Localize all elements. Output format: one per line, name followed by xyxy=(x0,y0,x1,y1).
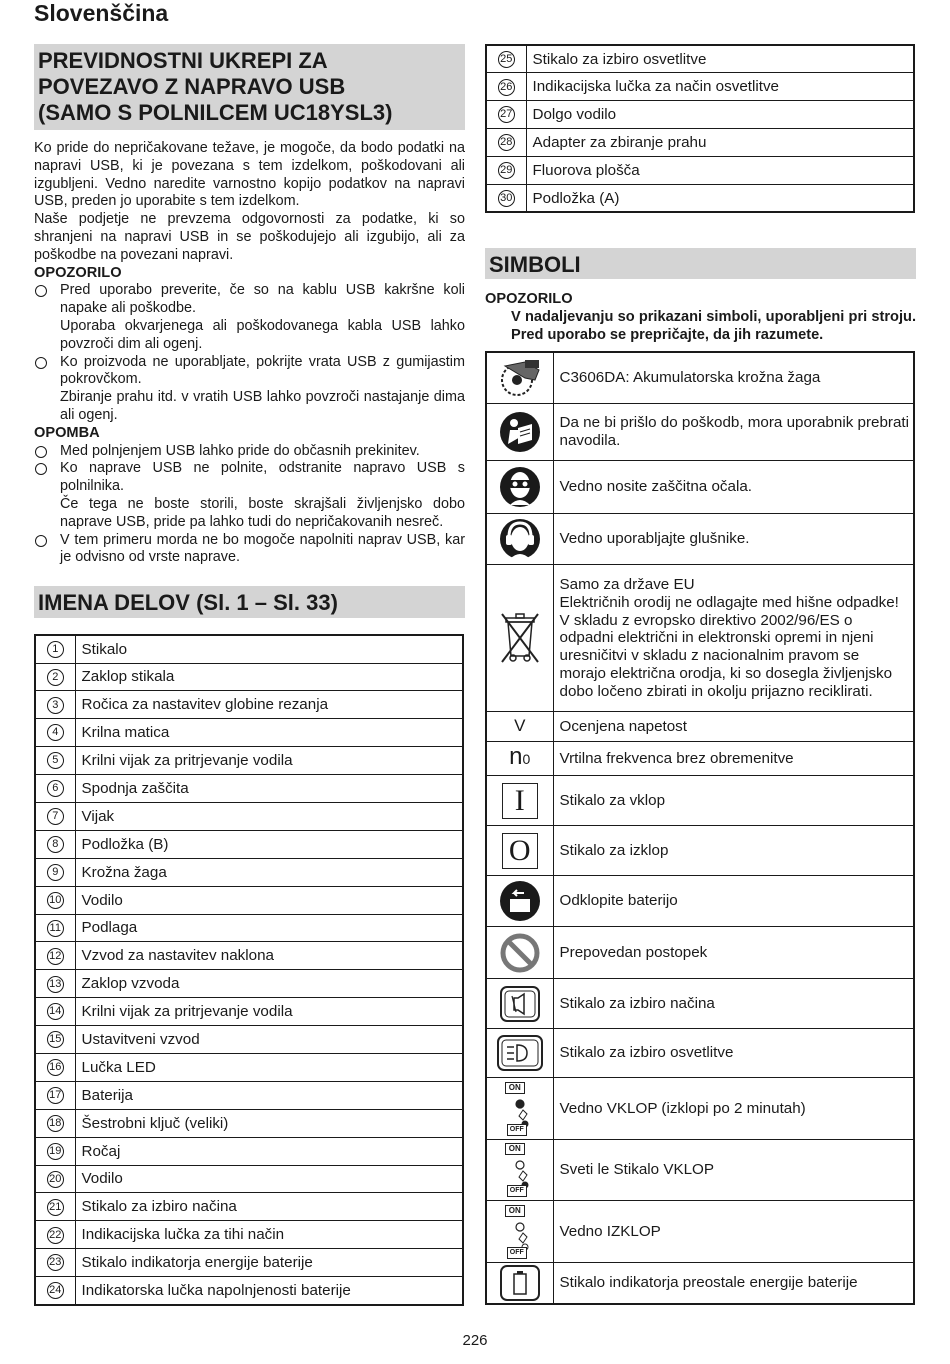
circle-bullet-icon xyxy=(35,285,47,297)
symbol-icon-cell xyxy=(486,404,553,461)
circle-bullet-icon xyxy=(35,463,47,475)
symbol-icon-cell xyxy=(486,1078,553,1140)
part-number-cell xyxy=(486,157,526,185)
bullet-text: Ko proizvoda ne uporabljate, pokrijte vrata USB z gumijastim pokrovčkom. xyxy=(60,353,465,388)
part-number-cell xyxy=(35,1081,75,1109)
part-row xyxy=(486,73,914,101)
part-name: Vijak xyxy=(75,802,463,830)
part-name: Krilna matica xyxy=(75,719,463,747)
symbol-text-line: Stikalo za vklop xyxy=(559,791,666,809)
bullet-text: Pred uporabo preverite, če so na kablu USB kakršne koli napake ali poškodbe. xyxy=(60,282,465,317)
light-selector-icon xyxy=(487,1033,553,1073)
part-number: 9 xyxy=(47,864,64,881)
symbol-icon-cell xyxy=(486,876,553,927)
symbol-description xyxy=(553,565,914,712)
switch-off-icon xyxy=(487,833,553,869)
part-row xyxy=(35,802,463,830)
speed-subscript: 0 xyxy=(522,751,531,768)
usb-note-label: OPOMBA xyxy=(34,424,100,441)
on-label: ON xyxy=(508,1082,521,1092)
symbol-row xyxy=(486,742,914,776)
symbol-description xyxy=(553,1029,914,1078)
on-label: ON xyxy=(508,1144,521,1154)
part-name: Dolgo vodilo xyxy=(526,101,914,129)
part-row xyxy=(486,184,914,212)
part-name: Vodilo xyxy=(75,886,463,914)
part-number-cell xyxy=(486,184,526,212)
symbol-icon-cell xyxy=(486,979,553,1029)
part-number: 3 xyxy=(47,697,64,714)
part-number-cell xyxy=(35,942,75,970)
part-row xyxy=(35,1221,463,1249)
part-row xyxy=(35,1137,463,1165)
symbol-icon-cell xyxy=(486,1263,553,1305)
bullet-text: Zbiranje prahu itd. v vratih USB lahko povzroči nastajanje dima ali ogenj. xyxy=(60,389,465,423)
bullet-text: Uporaba okvarjenega ali poškodovanega kabla USB lahko povzroči dim ali ogenj. xyxy=(60,317,465,352)
part-row xyxy=(486,129,914,157)
part-number-cell xyxy=(486,129,526,157)
part-number: 16 xyxy=(47,1059,64,1076)
bullet-text: Med polnjenjem USB lahko pride do občasnih prekinitev. xyxy=(60,442,420,459)
part-number-cell xyxy=(35,1277,75,1305)
symbols-table xyxy=(485,351,915,1306)
part-name: Ročica za nastavitev globine rezanja xyxy=(75,691,463,719)
off-label: OFF xyxy=(509,1248,524,1256)
part-row xyxy=(35,719,463,747)
circle-bullet-icon xyxy=(35,446,47,458)
symbol-row xyxy=(486,826,914,876)
symbol-row xyxy=(486,404,914,461)
usb-intro-paragraph: Ko pride do nepričakovane težave, je mogoče, da bodo podatki na napravi USB, ki je povezana s tem izdelkom, poškodovani ali izgubljeni. Vedno naredite varnostno kopijo podatkov na napravi USB, preden jo uporabite s tem izdelkom. xyxy=(34,140,465,210)
part-number: 20 xyxy=(47,1171,64,1188)
part-name: Podložka (A) xyxy=(526,184,914,212)
part-row xyxy=(486,157,914,185)
symbol-icon-cell xyxy=(486,826,553,876)
part-name: Krilni vijak za pritrjevanje vodila xyxy=(75,998,463,1026)
parts-table-left xyxy=(34,634,464,1305)
symbol-row xyxy=(486,927,914,979)
symbol-icon-cell xyxy=(486,712,553,742)
symbols-warning-label: OPOZORILO xyxy=(485,291,573,308)
part-name: Lučka LED xyxy=(75,1053,463,1081)
symbol-icon-cell xyxy=(486,927,553,979)
symbol-row xyxy=(486,776,914,826)
part-number-cell xyxy=(486,101,526,129)
part-number: 25 xyxy=(498,51,515,68)
symbol-text-line: Prepovedan postopek xyxy=(559,943,708,961)
symbol-row xyxy=(486,514,914,565)
part-row xyxy=(35,635,463,663)
no-load-speed-text xyxy=(487,743,553,771)
part-row xyxy=(35,1249,463,1277)
safety-glasses-icon xyxy=(487,465,553,509)
part-number-cell xyxy=(35,1026,75,1054)
symbol-description xyxy=(553,979,914,1029)
symbol-text-line: C3606DA: Akumulatorska krožna žaga xyxy=(559,369,821,387)
usb-note-list xyxy=(34,443,465,568)
part-name: Ustavitveni vzvod xyxy=(75,1026,463,1054)
part-row xyxy=(35,970,463,998)
part-number: 19 xyxy=(47,1143,64,1160)
part-name: Fluorova plošča xyxy=(526,157,914,185)
symbol-text-line: Vedno uporabljajte glušnike. xyxy=(559,530,750,548)
symbol-text-line: Stikalo za izklop xyxy=(559,841,669,859)
usb-title-line: PREVIDNOSTNI UKREPI ZA xyxy=(38,48,328,73)
part-name: Indikacijska lučka za tihi način xyxy=(75,1221,463,1249)
part-number: 22 xyxy=(47,1227,64,1244)
usb-disclaimer-paragraph: Naše podjetje ne prevzema odgovornosti za podatke, ki so shranjeni na napravi USB in se poškodujejo ali izgubijo, ali za poškodbe na povezani napravi. xyxy=(34,211,465,263)
part-row xyxy=(35,663,463,691)
bullet-item xyxy=(34,443,465,461)
part-row xyxy=(35,1053,463,1081)
page-number: 226 xyxy=(462,1332,488,1349)
bullet-text: Če tega ne boste storili, boste skrajšali življenjsko dobo naprave USB, pride pa lahko tudi do nepričakovanih nesreč. xyxy=(60,495,465,530)
symbol-description xyxy=(553,742,914,776)
part-number-cell xyxy=(35,719,75,747)
prohibited-icon xyxy=(487,931,553,975)
part-number: 26 xyxy=(498,79,515,96)
part-number: 7 xyxy=(47,808,64,825)
part-row xyxy=(35,1026,463,1054)
part-name: Vzvod za nastavitev naklona xyxy=(75,942,463,970)
symbol-description xyxy=(553,776,914,826)
symbol-text-line: Da ne bi prišlo do poškodb, mora uporabnik prebrati navodila. xyxy=(559,414,910,450)
part-number: 13 xyxy=(47,976,64,993)
symbol-row xyxy=(486,1029,914,1078)
part-name: Šestrobni ključ (veliki) xyxy=(75,1109,463,1137)
symbol-text-line: Odklopite baterijo xyxy=(559,892,678,910)
weee-bin-icon xyxy=(487,608,553,668)
part-number: 11 xyxy=(47,920,64,937)
left-column xyxy=(34,44,465,1306)
part-number: 1 xyxy=(47,641,64,658)
part-number: 21 xyxy=(47,1199,64,1216)
part-name: Zaklop stikala xyxy=(75,663,463,691)
bullet-item xyxy=(34,354,465,425)
part-name: Stikalo za izbiro načina xyxy=(75,1193,463,1221)
symbol-row xyxy=(486,876,914,927)
part-number: 6 xyxy=(47,780,64,797)
symbol-icon-cell xyxy=(486,1029,553,1078)
parts-section-title: IMENA DELOV (Sl. 1 – Sl. 33) xyxy=(34,586,465,618)
part-number: 27 xyxy=(498,106,515,123)
part-number-cell xyxy=(35,691,75,719)
on-label: ON xyxy=(508,1205,521,1215)
part-number: 29 xyxy=(498,162,515,179)
symbol-description xyxy=(553,1140,914,1201)
part-row xyxy=(35,942,463,970)
part-number-cell xyxy=(35,1193,75,1221)
part-row xyxy=(35,747,463,775)
symbol-description xyxy=(553,826,914,876)
circle-bullet-icon xyxy=(35,535,47,547)
part-row xyxy=(35,858,463,886)
volt-text xyxy=(487,717,553,736)
part-name: Stikalo indikatorja energije baterije xyxy=(75,1249,463,1277)
part-number: 15 xyxy=(47,1031,64,1048)
part-number-cell xyxy=(35,830,75,858)
part-number-cell xyxy=(35,998,75,1026)
part-number-cell xyxy=(35,1249,75,1277)
part-number-cell xyxy=(35,858,75,886)
part-number: 2 xyxy=(47,669,64,686)
symbol-icon-cell xyxy=(486,1201,553,1263)
usb-warning-label: OPOZORILO xyxy=(34,264,122,281)
speed-glyph: n xyxy=(509,743,523,771)
symbol-text-line: Stikalo za izbiro načina xyxy=(559,994,715,1012)
switch-glyph: I xyxy=(514,783,525,817)
bullet-item xyxy=(34,532,465,568)
off-label: OFF xyxy=(509,1125,524,1133)
symbol-text-line: V skladu z evropsko direktivo 2002/96/ES o odpadni električni in elektronski opremi in njeni uresničitvi v skladu z nacionalnim pravom se morajo električna orodja, ki so dosegla življenjsko dobo ločeno zbirati in okolju prijazno reciklirati. xyxy=(559,611,893,700)
part-number: 5 xyxy=(47,752,64,769)
part-row xyxy=(35,1109,463,1137)
part-name: Krožna žaga xyxy=(75,858,463,886)
part-name: Krilni vijak za pritrjevanje vodila xyxy=(75,747,463,775)
part-row xyxy=(35,830,463,858)
part-number-cell xyxy=(35,802,75,830)
symbol-text-line: Vrtilna frekvenca brez obremenitve xyxy=(559,749,794,767)
symbol-description xyxy=(553,352,914,404)
part-number-cell xyxy=(35,970,75,998)
symbol-icon-cell xyxy=(486,776,553,826)
part-name: Podložka (B) xyxy=(75,830,463,858)
symbol-description xyxy=(553,927,914,979)
part-row xyxy=(35,914,463,942)
part-number: 30 xyxy=(498,190,515,207)
symbol-row xyxy=(486,352,914,404)
part-number: 17 xyxy=(47,1087,64,1104)
part-name: Zaklop vzvoda xyxy=(75,970,463,998)
symbol-description xyxy=(553,461,914,514)
symbol-text-line: Električnih orodij ne odlagajte med hišne odpadke! xyxy=(559,593,899,611)
part-name: Stikalo xyxy=(75,635,463,663)
part-number-cell xyxy=(35,747,75,775)
usb-section-title xyxy=(34,44,465,130)
symbol-row xyxy=(486,712,914,742)
symbol-row xyxy=(486,979,914,1029)
symbol-text-line: Stikalo indikatorja preostale energije baterije xyxy=(559,1274,858,1292)
symbol-row xyxy=(486,1078,914,1140)
bullet-text: V tem primeru morda ne bo mogoče napolniti naprav USB, kar je odvisno od vrste naprave. xyxy=(60,531,465,566)
part-number-cell xyxy=(35,635,75,663)
symbol-row xyxy=(486,1140,914,1201)
symbol-row xyxy=(486,1263,914,1305)
symbol-icon-cell xyxy=(486,461,553,514)
ear-protection-icon xyxy=(487,517,553,561)
symbol-row xyxy=(486,1201,914,1263)
off-icon xyxy=(487,1203,553,1261)
usb-title-line: POVEZAVO Z NAPRAVO USB xyxy=(38,74,346,99)
part-number: 4 xyxy=(47,724,64,741)
part-row xyxy=(35,1277,463,1305)
part-name: Spodnja zaščita xyxy=(75,775,463,803)
usb-title-line: (SAMO S POLNILCEM UC18YSL3) xyxy=(38,100,393,125)
parts-table-right xyxy=(485,44,915,213)
part-number: 23 xyxy=(47,1254,64,1271)
right-column xyxy=(485,44,916,1305)
part-name: Stikalo za izbiro osvetlitve xyxy=(526,45,914,73)
disconnect-battery-icon xyxy=(487,879,553,923)
part-name: Podlaga xyxy=(75,914,463,942)
symbol-text-line: Vedno IZKLOP xyxy=(559,1222,661,1240)
part-number-cell xyxy=(35,1165,75,1193)
circle-bullet-icon xyxy=(35,357,47,369)
part-number-cell xyxy=(35,1137,75,1165)
symbol-description xyxy=(553,1078,914,1140)
symbol-text-line: Ocenjena napetost xyxy=(559,717,687,735)
symbol-description xyxy=(553,1201,914,1263)
bullet-text: Ko naprave USB ne polnite, odstranite napravo USB s polnilnika. xyxy=(60,460,465,495)
volt-glyph: V xyxy=(514,716,526,736)
part-number: 12 xyxy=(47,948,64,965)
part-name: Indikacijska lučka za način osvetlitve xyxy=(526,73,914,101)
symbol-description xyxy=(553,876,914,927)
symbol-icon-cell xyxy=(486,514,553,565)
part-row xyxy=(35,886,463,914)
symbol-description xyxy=(553,514,914,565)
part-name: Ročaj xyxy=(75,1137,463,1165)
page-language-header: Slovenščina xyxy=(34,0,169,26)
part-number: 18 xyxy=(47,1115,64,1132)
part-number-cell xyxy=(486,45,526,73)
part-row xyxy=(486,101,914,129)
part-row xyxy=(35,998,463,1026)
symbol-description xyxy=(553,404,914,461)
part-number: 10 xyxy=(47,892,64,909)
on-lit-icon xyxy=(487,1141,553,1199)
read-manual-icon xyxy=(487,410,553,454)
part-number-cell xyxy=(35,1221,75,1249)
symbol-text-line: Vedno VKLOP (izklopi po 2 minutah) xyxy=(559,1099,806,1117)
part-number-cell xyxy=(35,663,75,691)
symbol-description xyxy=(553,1263,914,1305)
symbol-icon-cell xyxy=(486,565,553,712)
part-name: Vodilo xyxy=(75,1165,463,1193)
part-row xyxy=(35,1193,463,1221)
symbols-section-title: SIMBOLI xyxy=(485,248,916,279)
part-number: 8 xyxy=(47,836,64,853)
switch-on-icon xyxy=(487,783,553,819)
symbol-description xyxy=(553,712,914,742)
part-name: Adapter za zbiranje prahu xyxy=(526,129,914,157)
usb-warning-list xyxy=(34,282,465,424)
symbol-text-line: Sveti le Stikalo VKLOP xyxy=(559,1161,714,1179)
part-row xyxy=(35,691,463,719)
battery-indicator-icon xyxy=(487,1263,553,1303)
symbol-icon-cell xyxy=(486,352,553,404)
symbol-icon-cell xyxy=(486,1140,553,1201)
symbol-text-line: Samo za države EU xyxy=(559,575,695,593)
on-auto-off-icon xyxy=(487,1080,553,1138)
part-row xyxy=(35,1081,463,1109)
part-number-cell xyxy=(486,73,526,101)
symbol-icon-cell xyxy=(486,742,553,776)
part-number-cell xyxy=(35,914,75,942)
symbol-row xyxy=(486,461,914,514)
bullet-item xyxy=(34,282,465,353)
symbols-warning-text: V nadaljevanju so prikazani simboli, uporabljeni pri stroju. Pred uporabo se prepričajte, da jih razumete. xyxy=(511,309,916,343)
part-row xyxy=(35,1165,463,1193)
mode-selector-icon xyxy=(487,984,553,1024)
part-number-cell xyxy=(35,1109,75,1137)
switch-glyph: O xyxy=(508,833,531,867)
part-name: Baterija xyxy=(75,1081,463,1109)
off-label: OFF xyxy=(509,1187,524,1195)
part-number: 24 xyxy=(47,1282,64,1299)
part-row xyxy=(35,775,463,803)
part-number-cell xyxy=(35,886,75,914)
part-row xyxy=(486,45,914,73)
symbol-text-line: Stikalo za izbiro osvetlitve xyxy=(559,1044,734,1062)
symbol-row xyxy=(486,565,914,712)
circular-saw-icon xyxy=(487,356,553,400)
part-number-cell xyxy=(35,775,75,803)
bullet-item xyxy=(34,460,465,531)
part-name: Indikatorska lučka napolnjenosti baterije xyxy=(75,1277,463,1305)
part-number: 14 xyxy=(47,1003,64,1020)
symbol-text-line: Vedno nosite zaščitna očala. xyxy=(559,478,753,496)
part-number-cell xyxy=(35,1053,75,1081)
part-number: 28 xyxy=(498,134,515,151)
